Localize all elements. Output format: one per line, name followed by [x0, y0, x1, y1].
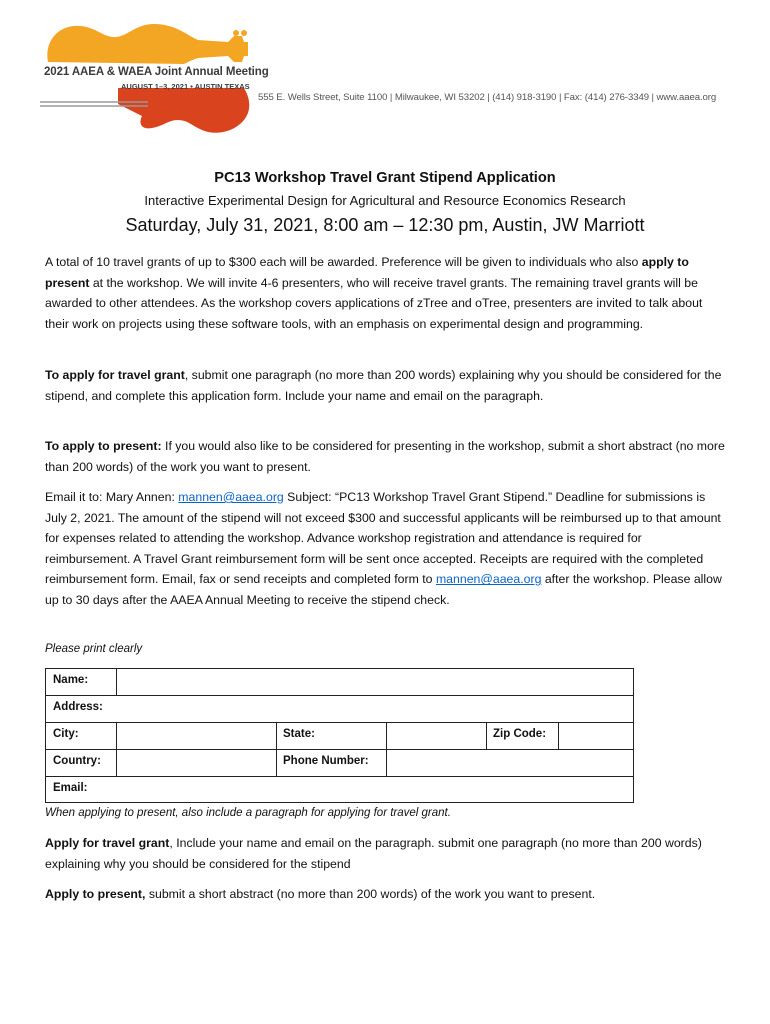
- present-note: When applying to present, also include a paragraph for applying for travel grant.: [45, 807, 451, 819]
- email-link[interactable]: mannen@aaea.org: [435, 572, 542, 587]
- email-link[interactable]: mannen@aaea.org: [178, 490, 284, 504]
- event-date: Saturday, July 31, 2021, 8:00 am – 12:30 pm, Austin, JW Marriott: [125, 215, 645, 235]
- apply-grant-paragraph: To apply for travel grant, submit one paragraph (no more than 200 words) explaining why you should be considered for the stipend, and complete this application form. Include your name and email on the paragraph.: [45, 368, 722, 403]
- zip-label: Zip Code:: [493, 728, 547, 740]
- email-field[interactable]: [116, 777, 633, 804]
- print-note: Please print clearly: [45, 643, 143, 655]
- logo-tuning-peg: [233, 30, 239, 36]
- city-label: City:: [53, 728, 79, 740]
- phone-label: Phone Number:: [283, 755, 369, 767]
- name-label: Name:: [53, 674, 89, 686]
- email-label: Email:: [53, 782, 88, 794]
- phone-field[interactable]: [386, 750, 633, 776]
- country-field[interactable]: [116, 750, 277, 776]
- meeting-dates: AUGUST 1–3, 2021 • AUSTIN TEXAS: [121, 82, 250, 91]
- form-row-country: [46, 750, 633, 777]
- name-field[interactable]: [116, 669, 633, 695]
- document-title: PC13 Workshop Travel Grant Stipend Application: [214, 170, 556, 186]
- address-label: Address:: [53, 701, 103, 713]
- city-field[interactable]: [116, 723, 277, 749]
- email-paragraph: Email it to: Mary Annen: mannen@aaea.org Subject: “PC13 Workshop Travel Grant Stipend.” Deadline for submissions is July 2, 2021. The amount of the stipend will not exceed $300 and successful applicants will be reimbursed up to that amount for expenses related to attending the workshop. Advance workshop registration and attendance is required for reimbursement. A Travel Grant reimbursement form will be sent once accepted. Receipts are required with the completed reimbursement form. Email, fax or send receipts and completed form to mannen@aaea.org after the workshop. Please allow up to 30 days after the AAEA Annual Meeting to receive the stipend check.: [45, 490, 722, 607]
- state-label: State:: [283, 728, 315, 740]
- phone-label-cell: [276, 750, 387, 776]
- form-row-email: [46, 777, 633, 804]
- state-field[interactable]: [386, 723, 487, 749]
- apply-present-paragraph-2: Apply to present, submit a short abstract (no more than 200 words) of the work you want to present.: [45, 887, 596, 901]
- meeting-title: 2021 AAEA & WAEA Joint Annual Meeting: [44, 66, 269, 78]
- zip-label-cell: [486, 723, 559, 749]
- country-label: Country:: [53, 755, 101, 767]
- application-form: [45, 668, 634, 803]
- apply-grant-paragraph-2: Apply for travel grant, Include your name and email on the paragraph. submit one paragraph (no more than 200 words) explaining why you should be considered for the stipend: [45, 836, 702, 871]
- apply-present-paragraph: To apply to present: If you would also like to be considered for presenting in the workshop, submit a short abstract (no more than 200 words) of the work you want to present.: [45, 439, 725, 474]
- form-row-name: [46, 669, 633, 696]
- zip-field[interactable]: [558, 723, 633, 749]
- intro-paragraph: A total of 10 travel grants of up to $300 each will be awarded. Preference will be given to individuals who also apply to present at the workshop. We will invite 4-6 presenters, who will receive travel grants. The remaining travel grants will be awarded to other attendees. As the workshop covers applications of zTree and oTree, presenters are invited to talk about their work on projects using these software tools, with an emphasis on experimental design and programming.: [45, 255, 703, 331]
- aaea-meeting-logo: [38, 18, 260, 140]
- logo-orange-shape: [47, 24, 248, 64]
- state-label-cell: [276, 723, 387, 749]
- document-subtitle: Interactive Experimental Design for Agricultural and Resource Economics Research: [144, 193, 626, 208]
- form-row-city: [46, 723, 633, 750]
- address-field[interactable]: [116, 696, 633, 722]
- logo-tuning-peg: [241, 30, 247, 36]
- contact-line: 555 E. Wells Street, Suite 1100 | Milwaukee, WI 53202 | (414) 918-3190 | Fax: (414) 276-3349 | www.aaea.org: [258, 92, 717, 103]
- form-row-address: [46, 696, 633, 723]
- logo-red-shape: [118, 88, 249, 133]
